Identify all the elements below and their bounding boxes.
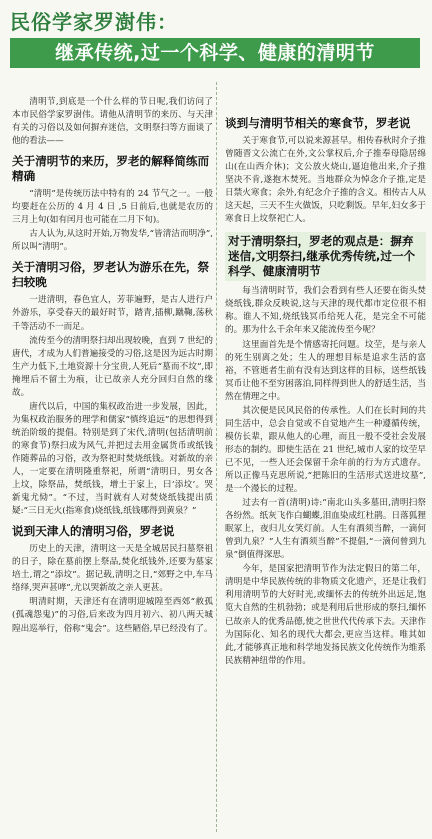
left-column: [12, 82, 213, 637]
section-heading-cold-food: 谈到与清明节相关的寒食节，罗老说: [225, 116, 411, 130]
paragraph: 唐代以后，中国的集权政治进一步发展，因此，为集权政治服务的理学和儒家“慎终追远”的思想得到统治阶级的提倡。特别是到了宋代,清明(包括清明前的寒食节)祭扫成为风气,并把过去用金属货币或纸钱作随葬品的习俗，改为祭祀时焚烧纸钱。对新故的亲人，一定要在清明隆重祭祀，所谓“清明日，男女各上坟，除祭品，焚纸钱，增土于家上，曰‘添坟’。哭新鬼尤恸”。“不过，当时就有人对焚烧纸钱提出质疑:“三日无火(指寒食)烧纸钱,纸钱哪得到黄泉？”: [12, 401, 213, 517]
paragraph: 这里面首先是个情感寄托问题。坟茔，是与亲人的死生别离之处；生人的理想目标是追求生活的富裕，不管逝者生前有没有达到这样的目标，送些纸钱冥币让他不至穷困落泊,同样得到世人的舒适生活，当然在情理之中。: [225, 339, 426, 402]
paragraph: 每当清明时节，我们会看到有些人还要在街头焚烧纸钱,群众反映说,这与天津的现代都市定位很不相称。谁人不知,烧纸钱冥币给死人花，是完全不可能的。那为什么千余年来又能流传至今呢？: [225, 286, 426, 336]
paragraph: “清明”是传统历法中特有的 24 节气之一。一般均要赶在公历的 4 月 4 日 ,5 日前后,也就是农历的三月上旬(如有闰月也可能在二月下旬)。: [12, 189, 213, 226]
paragraph: 流传至今的清明祭扫却出现较晚，直到 7 世纪的唐代，才成为人们普遍接受的习俗,这是因为远古时期生产力低下,土地资源十分宝贵,人死后“墓而不坟”,即掩埋后不留土为痕，让已故亲人充分回归自然的缘故。: [12, 335, 213, 398]
section-heading-origin: 关于清明节的来历，罗老的解释简练而精确: [12, 154, 210, 184]
section-heading-views: 对于清明祭扫，罗老的观点是：摒弃迷信,文明祭扫,继承优秀传统,过一个科学、健康清明节: [225, 232, 426, 281]
paragraph: 历史上的天津，清明这一天是全城居民扫墓祭祖的日子，除在墓前摆上祭品,焚化纸钱外,还要为墓家培土,谓之“添坟”。据记载,清明之日,“郊野之中,车马络绎,哭声甚哮”,尤以哭新故之亲人更甚。: [12, 544, 213, 594]
paragraph: 明清时期，天津还有在清明迎城隍至西郊“赦孤(孤魂怨鬼)”的习俗,后来改为四月初六、初八两天城隍出巡举行，俗称“鬼会”。这些陋俗,早已经没有了。: [12, 597, 213, 634]
section-heading-tianjin: 说到天津人的清明习俗，罗老说: [12, 524, 175, 539]
paragraph: 今年，是国家把清明节作为法定假日的第二年，清明是中华民族传统的非物质文化遗产，还是让我们利用清明节的大好时光,或缅怀去的传统外出远足,饱览大自然的生机勃勃；或是利用后世形成的祭扫,缅怀已故亲人的优秀品德,使之世世代代传承下去。天津作为国际化、知名的现代大都会,更应当这样。唯其如此,才能够真正地和科学地发扬民族文化传统作为维系民族精神纽带的作用。: [225, 564, 426, 666]
page-title: 民俗学家罗澍伟：: [10, 10, 178, 34]
column-divider: [216, 82, 217, 832]
paragraph: 古人认为,从这时开始,万物发华,“皆清洁而明净”,所以叫“清明”。: [12, 229, 213, 253]
paragraph: 关于寒食节,可以说来源甚早。相传春秋时介子推曾随晋文公流亡在外,文公掌权后,介子推奉母隐居绵山(在山西介休)；文公放火烧山,逼迫他出来,介子推坚决不肯,遂抱木焚死。当地群众为悼念介子推,定是日禁火寒食；余外,有纪念介子推的含义。相传古人从这天起，三天不生火做饭，只吃剩饭。早年,妇女多于寒食日上坟祭祀亡人。: [225, 136, 426, 225]
right-column: [225, 82, 426, 669]
paragraph: 一进清明，春色宜人，芳菲遍野，是古人进行户外游乐，享受春天的最好时节，踏青,插柳,蹴鞠,荡秋千等活动不一而足。: [12, 295, 213, 332]
headline-banner: 继承传统,过一个科学、健康的清明节: [10, 38, 420, 68]
section-heading-customs: 关于清明习俗，罗老认为游乐在先，祭扫较晚: [12, 260, 210, 290]
paragraph: 过去有一首(清明)诗:“南北山头多墓田,清明扫祭各纷然。纸灰飞作白蝴蝶,泪血染成红杜鹃。日落狐狸眠冢上，夜归儿女笑灯前。人生有酒须当醉，一滴何曾到九泉？”人生有酒须当醉”不提倡,“一滴何曾到九泉”倒值得深思。: [225, 498, 426, 561]
intro-paragraph: 清明节,到底是一个什么样的节日呢,我们访问了本市民俗学家罗澍伟。请他从清明节的来历、与天津有关的习俗以及如何摒弃迷信，文明祭扫等方面谈了他的看法——: [12, 97, 213, 147]
paragraph: 其次便是民风民俗的传承性。人们在长时间的共同生活中，总会自觉或不自觉地产生一种遵循传统，模仿长辈，跟从他人的心理，而且一般不受社会发展形态的制约。即使生活在 21 世纪,城市人家的坟茔早已不见，一些人还会保留千余年前的行为方式遗存。所以正像马克思所说,“把陈旧的生活形式送进坟墓”,是一个漫长的过程。: [225, 405, 426, 495]
